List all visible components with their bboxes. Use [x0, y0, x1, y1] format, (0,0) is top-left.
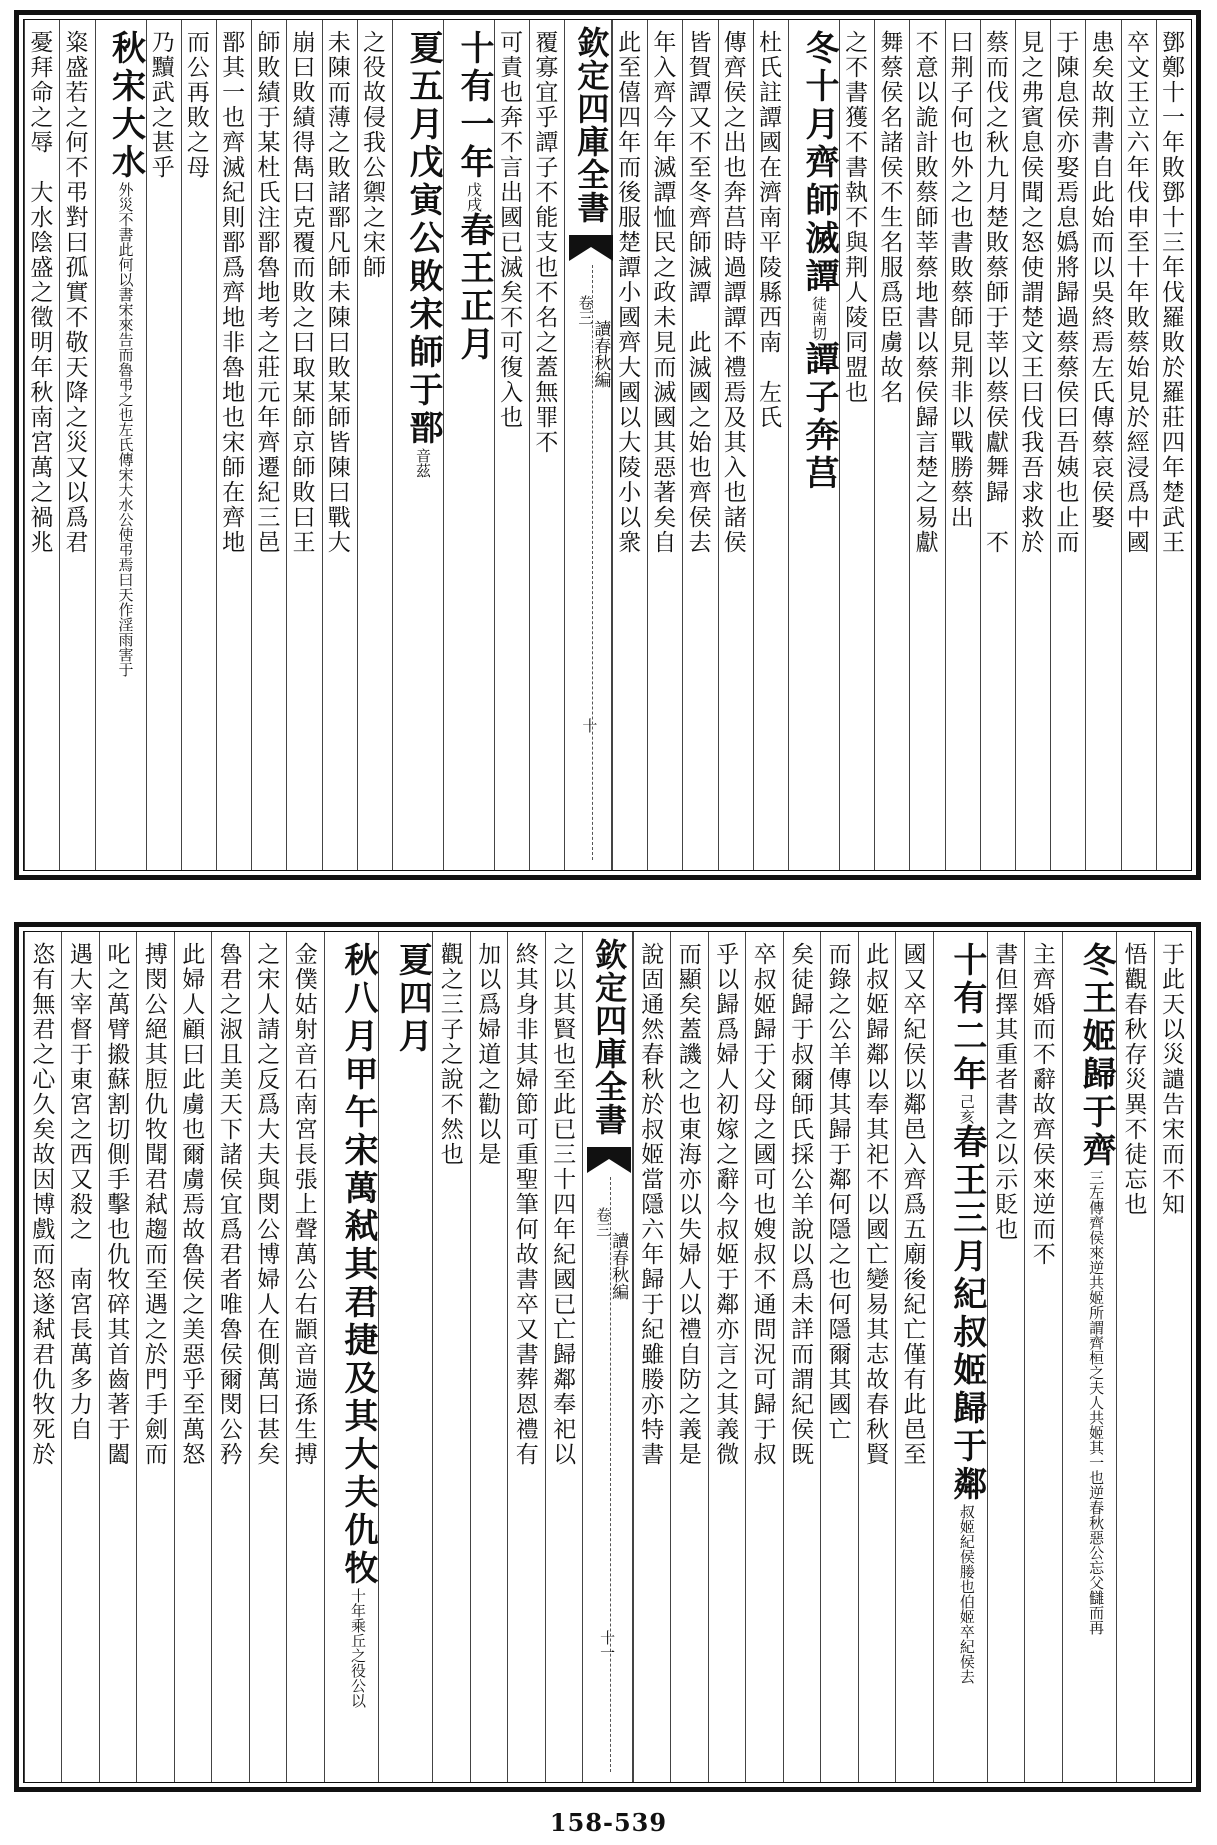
text-column: 于陳息侯亦娶焉息嬀將歸過蔡蔡侯曰吾姨也止而	[1050, 20, 1085, 870]
text-column: 恣有無君之心久矣故因博戲而怒遂弒君仇牧死於	[24, 932, 61, 1782]
text-column: 矣徒歸于叔爾師氏採公羊說以爲未詳而謂紀侯既	[783, 932, 820, 1782]
folio-number: 十	[580, 718, 599, 733]
heading-column	[443, 20, 494, 870]
book-header: 欽定四庫全書	[572, 26, 611, 224]
heading-note: 叔姬紀侯媵也伯姬卒紀侯去	[957, 1504, 976, 1684]
text-column: 憂拜命之辱 大水陰盛之徵明年秋南宮萬之禍兆	[24, 20, 59, 870]
text-column: 書但擇其重者書之以示貶也	[987, 932, 1024, 1782]
heading-column	[378, 932, 432, 1782]
book-subtitle: 讀春秋編	[590, 320, 611, 388]
text-column: 鄧鄭十一年敗鄧十三年伐羅敗於羅莊四年楚武王	[1156, 20, 1191, 870]
book-subtitle: 讀春秋編	[608, 1232, 629, 1300]
text-column: 搏閔公絕其脰仇牧聞君弒趨而至遇之於門手劍而	[136, 932, 173, 1782]
bottom-page-panel	[14, 922, 1201, 1792]
text-column: 之不書獲不書執不與荆人陵同盟也	[839, 20, 874, 870]
text-column: 皆賀譚又不至冬齊師滅譚 此滅國之始也齊侯去	[682, 20, 717, 870]
text-column: 粢盛若之何不弔對曰孤實不敬天降之災又以爲君	[59, 20, 94, 870]
text-column: 之役故侵我公禦之宋師	[357, 20, 392, 870]
fishtail-mark-icon	[569, 235, 613, 261]
text-column: 悟觀春秋存災異不徒忘也	[1116, 932, 1153, 1782]
text-column: 蔡而伐之秋九月楚敗蔡師于莘以蔡侯獻舞歸 不	[980, 20, 1015, 870]
text-column: 舞蔡侯名諸侯不生名服爲臣虜故名	[874, 20, 909, 870]
page-number: 158-539	[549, 1808, 668, 1837]
text-column: 師敗績于某杜氏注鄑魯地考之莊元年齊遷紀三邑	[251, 20, 286, 870]
text-column: 此至僖四年而後服楚譚小國齊大國以大陵小以衆	[612, 20, 647, 870]
fishtail-mark-icon	[587, 1147, 631, 1173]
heading-column	[392, 20, 443, 870]
entry-heading: 十有一年	[453, 30, 494, 182]
text-column: 曰荆子何也外之也書敗蔡師見荆非以戰勝蔡出	[945, 20, 980, 870]
heading-note: 十年乘丘之役公以	[348, 1588, 367, 1708]
top-page-frame	[23, 19, 1192, 871]
bottom-page-columns	[24, 932, 1191, 1782]
text-column: 年入齊今年滅譚恤民之政未見而滅國其惡著矣自	[647, 20, 682, 870]
heading-column	[1062, 932, 1116, 1782]
text-column: 卒文王立六年伐申至十年敗蔡始見於經浸爲中國	[1121, 20, 1156, 870]
heading-note: 音茲	[413, 448, 432, 478]
entry-heading: 譚子奔莒	[798, 341, 839, 493]
text-column: 終其身非其婦節可重聖筆何故書卒又書葬恩禮有	[507, 932, 544, 1782]
text-column: 患矣故荆書自此始而以吳終焉左氏傳蔡哀侯娶	[1085, 20, 1120, 870]
entry-heading: 秋宋大水	[105, 30, 146, 182]
heading-column	[324, 932, 378, 1782]
heading-column	[788, 20, 839, 870]
text-column: 而顯矣蓋譏之也東海亦以失婦人以禮自防之義是	[670, 932, 707, 1782]
entry-heading: 夏四月	[392, 942, 433, 1056]
center-fold-column	[564, 20, 612, 870]
text-column: 乃黷武之甚乎	[146, 20, 181, 870]
text-column: 之以其賢也至此已三十四年紀國已亡歸鄰奉祀以	[545, 932, 582, 1782]
text-column: 未陳而薄之敗諸鄑凡師未陳曰敗某師皆陳曰戰大	[322, 20, 357, 870]
entry-heading: 十有二年	[946, 942, 987, 1094]
text-column: 魯君之淑且美天下諸侯宜爲君者唯魯侯爾閔公矜	[211, 932, 248, 1782]
text-column: 崩曰敗績得雋曰克覆而敗之曰取某師京師敗曰王	[286, 20, 321, 870]
text-column: 不意以詭計敗蔡師莘蔡地書以蔡侯歸言楚之易獻	[909, 20, 944, 870]
text-column: 乎以歸爲婦人初嫁之辭今叔姬于鄰亦言之其義微	[708, 932, 745, 1782]
volume-label: 卷三	[576, 295, 595, 325]
entry-heading: 秋八月甲午宋萬弒其君捷及其大夫仇牧	[337, 942, 378, 1588]
text-column: 卒叔姬歸于父母之國可也嫂叔不通問況可歸于叔	[745, 932, 782, 1782]
text-column: 遇大宰督于東宮之西又殺之 南宮長萬多力自	[61, 932, 98, 1782]
text-column: 叱之萬臂摋蘇割切側手擊也仇牧碎其首齒著于闔	[99, 932, 136, 1782]
text-column: 說固通然春秋於叔姬當隱六年歸于紀雖媵亦特書	[633, 932, 670, 1782]
note-column: 杜氏註譚國在濟南平陵縣西南 左氏	[753, 20, 788, 870]
entry-heading: 春王正月	[453, 212, 494, 364]
book-header: 欽定四庫全書	[590, 938, 629, 1136]
heading-note: 徒南切	[809, 296, 828, 341]
top-page-panel	[14, 10, 1201, 880]
text-column: 此叔姬歸鄰以奉其祀不以國亡變易其志故春秋賢	[858, 932, 895, 1782]
text-column: 國又卒紀侯以鄰邑入齊爲五廟後紀亡僅有此邑至	[895, 932, 932, 1782]
text-column: 加以爲婦道之勸以是	[470, 932, 507, 1782]
heading-note: 外災不書此何以書宋來告而魯弔之也左氏傳宋大水公使弔焉曰天作淫雨害于	[116, 182, 135, 677]
text-column: 觀之三子之說不然也	[432, 932, 469, 1782]
text-column: 而公再敗之母	[181, 20, 216, 870]
top-page-columns	[24, 20, 1191, 870]
center-fold-column	[582, 932, 633, 1782]
text-column: 于此天以災譴告宋而不知	[1154, 932, 1191, 1782]
bottom-page-frame	[23, 931, 1192, 1783]
entry-heading: 冬王姬歸于齊	[1076, 942, 1117, 1170]
text-column: 之宋人請之反爲大夫與閔公博婦人在側萬曰甚矣	[249, 932, 286, 1782]
text-column: 鄑其一也齊滅紀則鄑爲齊地非魯地也宋師在齊地	[216, 20, 251, 870]
text-column: 主齊婚而不辭故齊侯來逆而不	[1024, 932, 1061, 1782]
folio-number: 十一	[598, 1630, 617, 1660]
text-column: 可責也奔不言出國已滅矣不可復入也	[494, 20, 529, 870]
entry-heading: 夏五月戊寅公敗宋師于鄑	[402, 30, 443, 448]
heading-column	[95, 20, 146, 870]
text-column: 此婦人顧曰此虜也爾虜焉故魯侯之美惡乎至萬怒	[174, 932, 211, 1782]
text-column: 金僕姑射音石南宮長張上聲萬公右顓音遄孫生搏	[286, 932, 323, 1782]
heading-note: 戊戌	[464, 182, 483, 212]
volume-label: 卷三	[594, 1207, 613, 1237]
heading-note: 三左傳齊侯來逆共姬所謂齊桓之夫人共姬其一也逆春秋惡公忘父讎而再	[1087, 1170, 1106, 1635]
heading-note: 己亥	[957, 1094, 976, 1124]
heading-column	[933, 932, 987, 1782]
entry-heading: 冬十月齊師滅譚	[798, 30, 839, 296]
entry-heading: 春王三月紀叔姬歸于鄰	[946, 1124, 987, 1504]
text-column: 而錄之公羊傳其歸于鄰何隱之也何隱爾其國亡	[820, 932, 857, 1782]
text-column: 傳齊侯之出也奔莒時過譚譚不禮焉及其入也諸侯	[718, 20, 753, 870]
text-column: 覆寡宜乎譚子不能支也不名之蓋無罪不	[529, 20, 564, 870]
text-column: 見之弗賓息侯聞之怒使謂楚文王曰伐我吾求救於	[1015, 20, 1050, 870]
